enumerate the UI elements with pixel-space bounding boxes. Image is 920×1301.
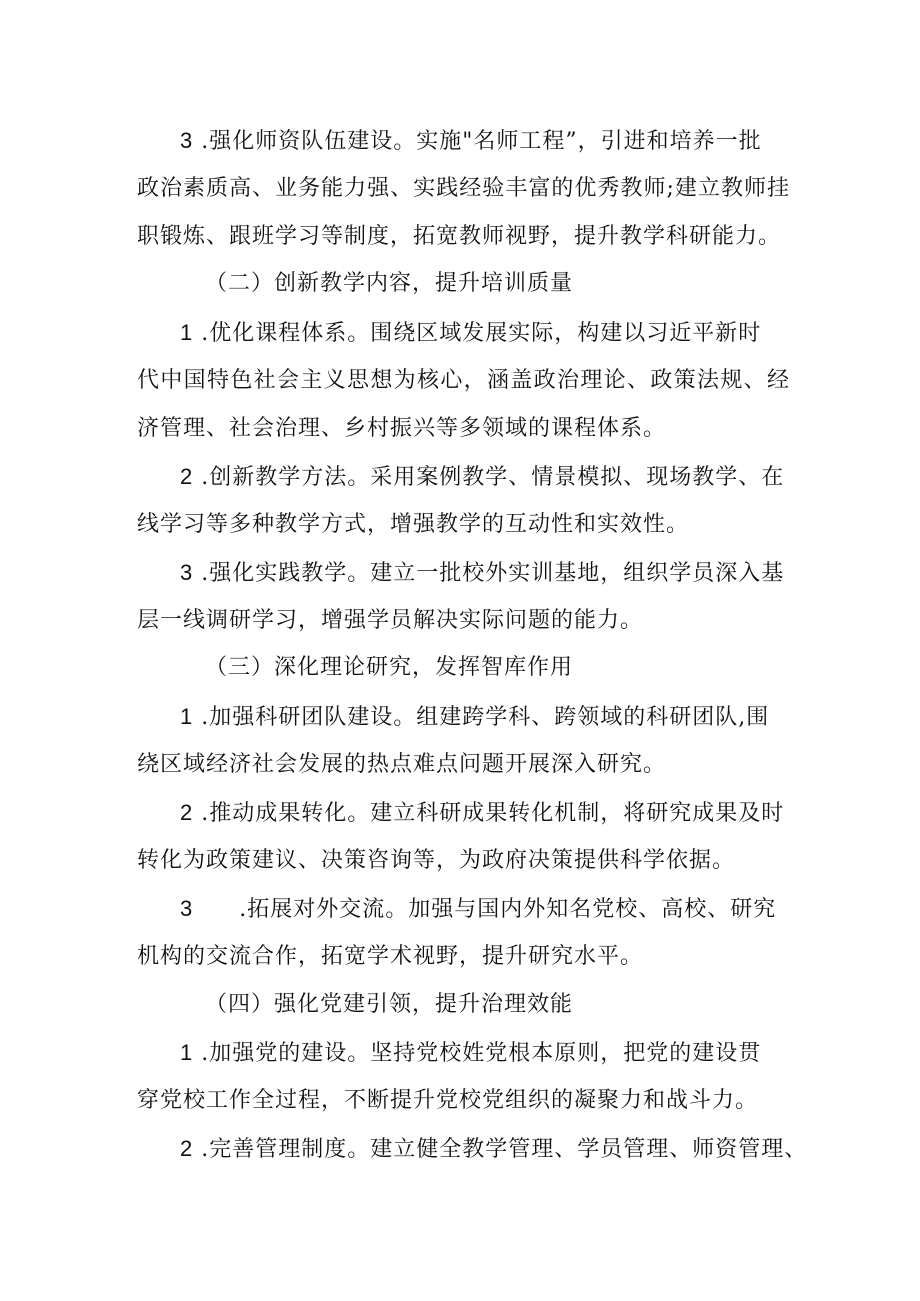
paragraph-s3-1-line-1 xyxy=(180,702,790,733)
paragraph-s3-3-line-1 xyxy=(180,894,786,925)
paragraph-1-line-2: 代中国特色社会主义思想为核心，涵盖政治理论、政策法规、经 xyxy=(137,368,790,393)
item-number: 2 xyxy=(180,464,194,489)
paragraph-s3-2-line-1 xyxy=(180,798,790,829)
paragraph-s3-2-line-2: 转化为政策建议、决策咨询等，为政府决策提供科学依据。 xyxy=(137,848,736,873)
section-heading-4: （四）强化党建引领，提升治理效能 xyxy=(205,992,574,1017)
line-text: .优化课程体系。围绕区域发展实际，构建以习近平新时 xyxy=(201,321,762,346)
paragraph-3b-line-2: 层一线调研学习，增强学员解决实际问题的能力。 xyxy=(137,608,644,633)
item-number: 3 xyxy=(180,560,194,585)
item-number: 2 xyxy=(180,800,194,825)
paragraph-3-line-1 xyxy=(180,126,786,157)
paragraph-1-line-1 xyxy=(180,318,786,349)
line-text: .创新教学方法。采用案例教学、情景模拟、现场教学、在 xyxy=(201,465,785,490)
line-text: .推动成果转化。建立科研成果转化机制，将研究成果及时 xyxy=(201,801,785,826)
line-text: .强化实践教学。建立一批校外实训基地，组织学员深入基 xyxy=(201,561,785,586)
item-number: 1 xyxy=(180,1040,194,1065)
item-number: 3 xyxy=(180,896,194,921)
line-text: .强化师资队伍建设。实施"名师工程”，引进和培养一批 xyxy=(201,129,762,154)
paragraph-s4-2-line-1 xyxy=(180,1134,808,1165)
item-number: 2 xyxy=(180,1136,194,1161)
line-text: .加强科研团队建设。组建跨学科、跨领域的科研团队,围 xyxy=(201,705,770,730)
section-heading-2: （二）创新教学内容，提升培训质量 xyxy=(205,271,574,296)
line-text: .完善管理制度。建立健全教学管理、学员管理、师资管理、 xyxy=(201,1137,808,1162)
paragraph-1-line-3: 济管理、社会治理、乡村振兴等多领域的课程体系。 xyxy=(137,416,667,441)
paragraph-s4-1-line-2: 穿党校工作全过程，不断提升党校党组织的凝聚力和战斗力。 xyxy=(137,1088,759,1113)
paragraph-3-line-2: 政治素质高、业务能力强、实践经验丰富的优秀教师;建立教师挂 xyxy=(137,176,790,201)
paragraph-2-line-1 xyxy=(180,462,790,493)
section-heading-3: （三）深化理论研究，发挥智库作用 xyxy=(205,655,574,680)
item-number: 3 xyxy=(180,128,194,153)
line-text: .加强党的建设。坚持党校姓党根本原则，把党的建设贯 xyxy=(201,1041,762,1066)
paragraph-3-line-3: 职锻炼、跟班学习等制度，拓宽教师视野，提升教学科研能力。 xyxy=(137,224,782,249)
item-number: 1 xyxy=(180,704,194,729)
paragraph-3b-line-1 xyxy=(180,558,790,589)
line-text: .拓展对外交流。加强与国内外知名党校、高校、研究 xyxy=(239,897,777,922)
item-number: 1 xyxy=(180,320,194,345)
paragraph-2-line-2: 线学习等多种教学方式，增强教学的互动性和实效性。 xyxy=(137,512,690,537)
paragraph-s4-1-line-1 xyxy=(180,1038,786,1069)
paragraph-s3-3-line-2: 机构的交流合作，拓宽学术视野，提升研究水平。 xyxy=(137,944,644,969)
paragraph-s3-1-line-2: 绕区域经济社会发展的热点难点问题开展深入研究。 xyxy=(137,752,667,777)
